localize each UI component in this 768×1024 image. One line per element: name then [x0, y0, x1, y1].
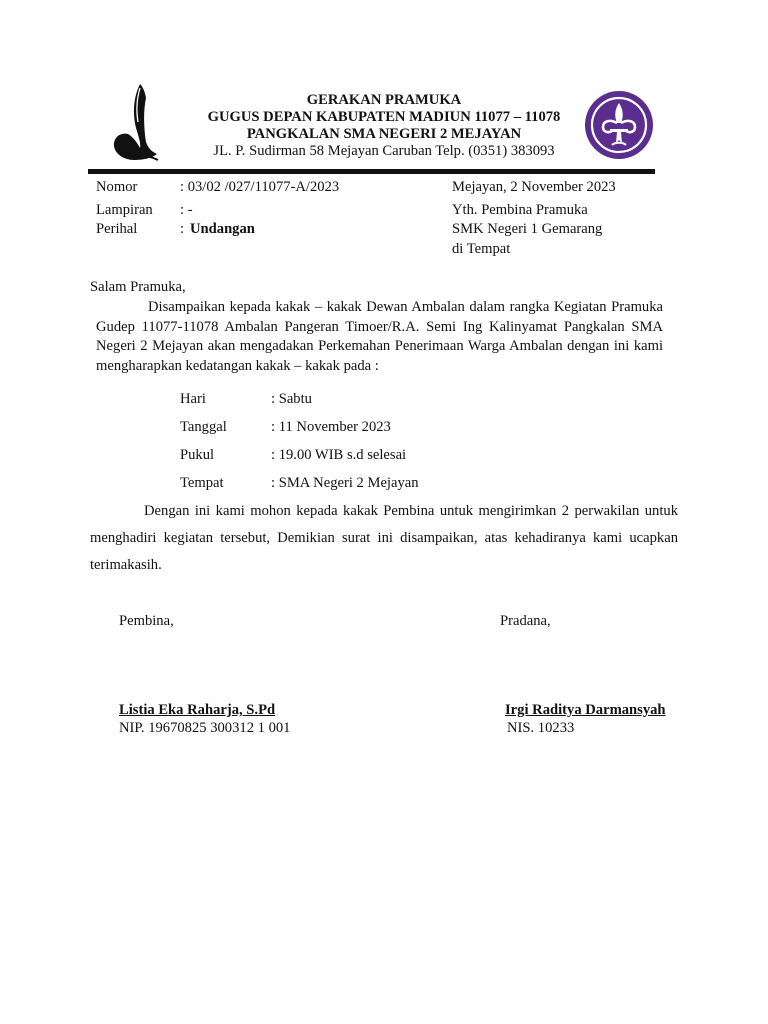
letter-date: Mejayan, 2 November 2023	[452, 179, 616, 195]
lampiran-value: : -	[180, 202, 193, 218]
detail-value-tanggal: : 11 November 2023	[271, 419, 391, 435]
wosm-fleur-de-lis-icon	[584, 89, 654, 161]
paragraph-request: Dengan ini kami mohon kepada kakak Pembina untuk mengirimkan 2 perwakilan untuk menghadiri kegiatan tersebut, Demikian surat ini disampaikan, atas kehadiranya kami ucapkan terimakasih.	[90, 503, 678, 573]
recipient-line-1: Yth. Pembina Pramuka	[452, 202, 588, 218]
tunas-kelapa-icon	[110, 82, 160, 164]
header-line-2: GUGUS DEPAN KABUPATEN MADIUN 11077 – 11078	[207, 109, 561, 125]
signature-right-role: Pradana,	[500, 613, 551, 629]
signature-left-id: NIP. 19670825 300312 1 001	[119, 720, 291, 736]
header-line-1: GERAKAN PRAMUKA	[306, 92, 462, 108]
perihal-colon: :	[180, 221, 185, 237]
detail-value-tempat: : SMA Negeri 2 Mejayan	[271, 475, 419, 491]
detail-label-tempat: Tempat	[180, 475, 224, 491]
recipient-line-2: SMK Negeri 1 Gemarang	[452, 221, 603, 237]
header-address: JL. P. Sudirman 58 Mejayan Caruban Telp. (0351) 383093	[213, 143, 555, 159]
paragraph-invitation: Disampaikan kepada kakak – kakak Dewan Ambalan dalam rangka Kegiatan Pramuka Gudep 11077-11078 Ambalan Pangeran Timoer/R.A. Semi Ing Kalinyamat Pangkalan SMA Negeri 2 Mejayan akan mengadakan Perkemahan Penerimaan Warga Ambalan dengan ini kami mengharapkan kedatangan kakak – kakak pada :	[96, 299, 663, 374]
signature-left-name: Listia Eka Raharja, S.Pd	[119, 702, 276, 718]
nomor-value: : 03/02 /027/11077-A/2023	[180, 179, 340, 195]
detail-label-hari: Hari	[180, 391, 206, 407]
detail-value-hari: : Sabtu	[271, 391, 312, 407]
detail-label-pukul: Pukul	[180, 447, 215, 463]
greeting: Salam Pramuka,	[90, 279, 186, 295]
recipient-line-3: di Tempat	[452, 241, 511, 257]
nomor-label: Nomor	[96, 179, 138, 195]
header-divider	[88, 169, 655, 174]
signature-left-role: Pembina,	[119, 613, 174, 629]
detail-label-tanggal: Tanggal	[180, 419, 227, 435]
signature-right-name: Irgi Raditya Darmansyah	[505, 702, 666, 718]
perihal-label: Perihal	[96, 221, 138, 237]
lampiran-label: Lampiran	[96, 202, 153, 218]
perihal-value: Undangan	[190, 221, 255, 237]
detail-value-pukul: : 19.00 WIB s.d selesai	[271, 447, 407, 463]
header-line-3: PANGKALAN SMA NEGERI 2 MEJAYAN	[246, 126, 522, 142]
signature-right-id: NIS. 10233	[507, 720, 575, 736]
